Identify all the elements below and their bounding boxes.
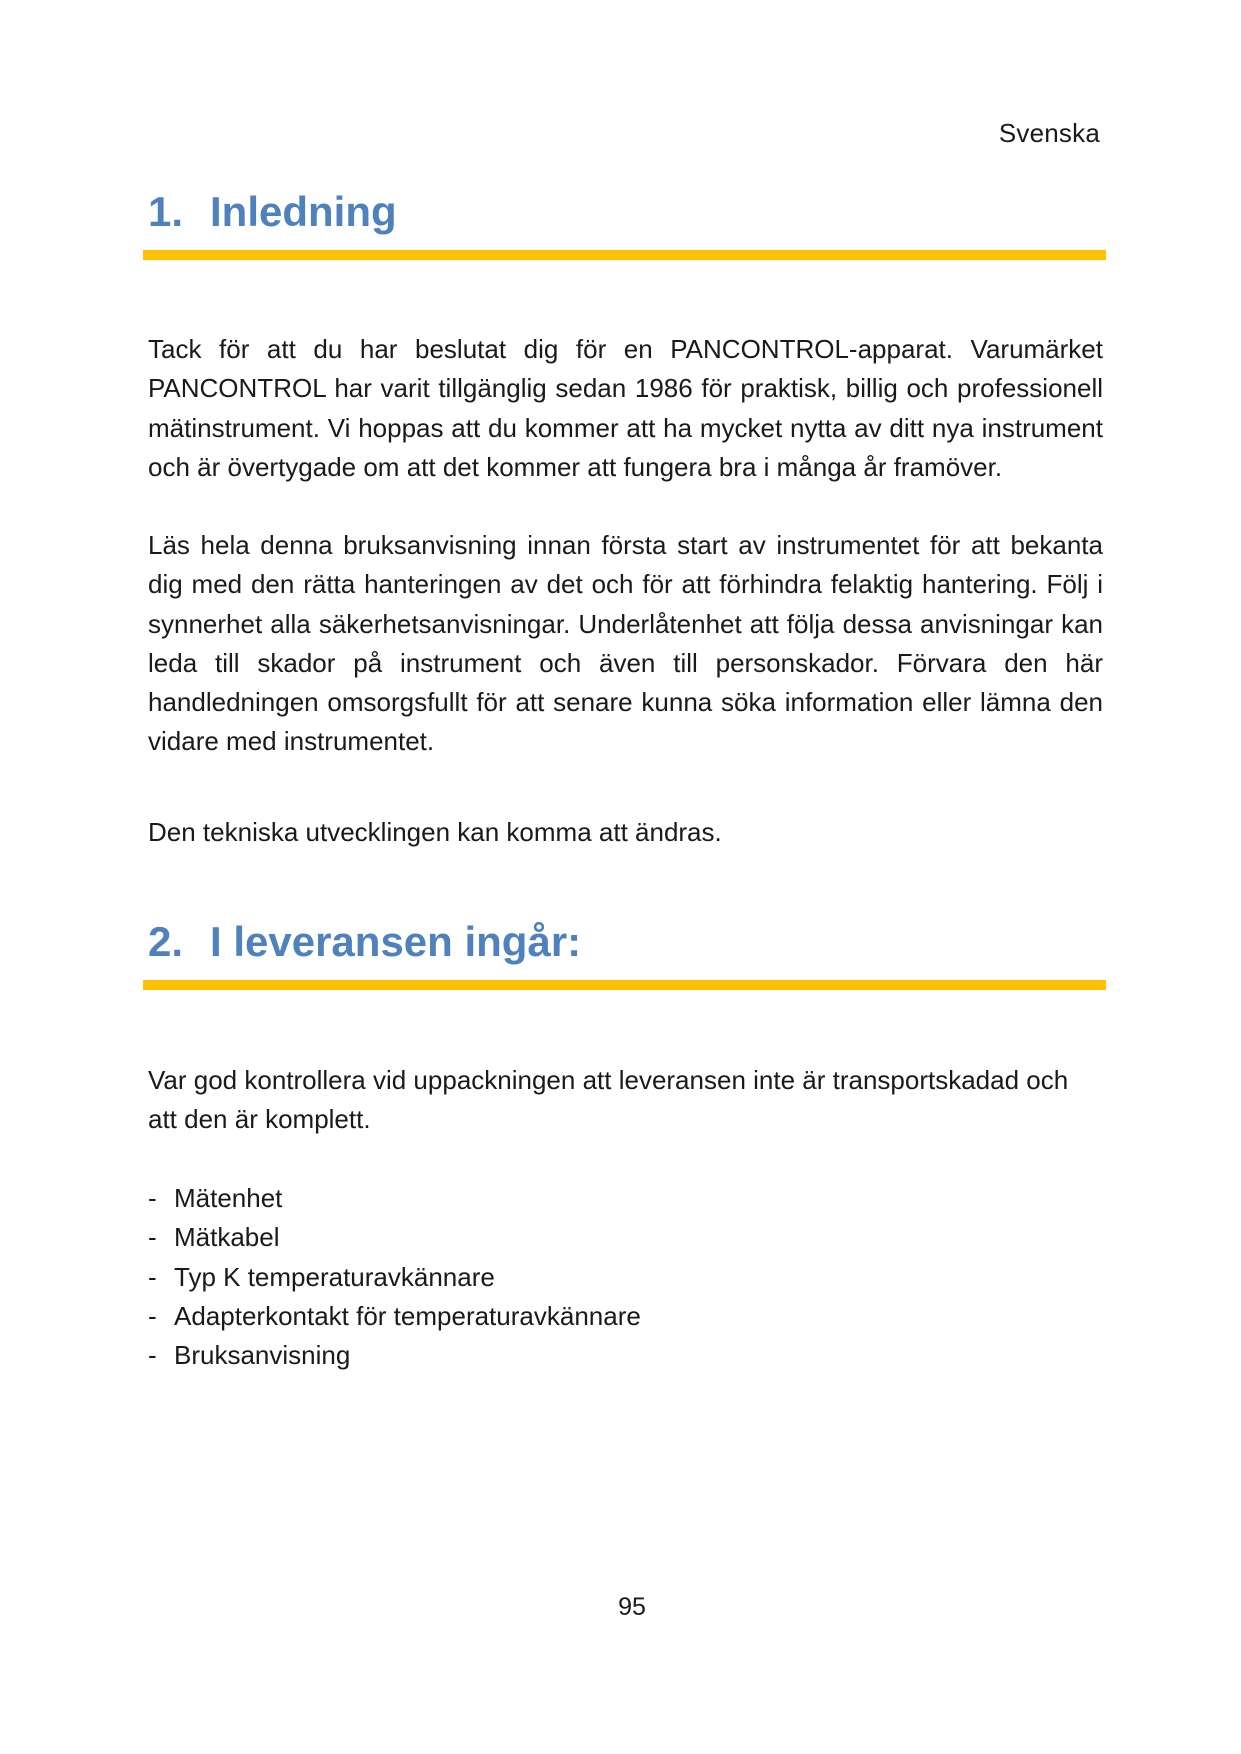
delivery-paragraph: Var god kontrollera vid uppackningen att leveransen inte är transportskadad och att den är komplett. bbox=[148, 1065, 1069, 1135]
section-number: 2. bbox=[148, 918, 184, 965]
delivery-items-list bbox=[148, 1179, 641, 1375]
section-title: Inledning bbox=[210, 188, 397, 235]
intro-paragraph-3: Den tekniska utvecklingen kan komma att ändras. bbox=[148, 817, 722, 847]
intro-paragraph-2: Läs hela denna bruksanvisning innan första start av instrumentet för att bekanta dig med den rätta hanteringen av det och för att förhindra felaktig hantering. Följ i synnerhet alla säkerhetsanvisningar. Underlåtenhet att följa dessa anvisningar kan leda till skador på instrument och även till personskador. Förvara den här handledningen omsorgsfullt för att senare kunna söka information eller lämna den vidare med instrumentet. bbox=[148, 530, 1103, 757]
list-item: - Mätenhet bbox=[148, 1183, 283, 1213]
section-title: I leveransen ingår: bbox=[210, 918, 582, 965]
list-item: - Mätkabel bbox=[148, 1222, 280, 1253]
section-number: 1. bbox=[148, 188, 184, 235]
list-item: - Typ K temperaturavkännare bbox=[148, 1261, 495, 1292]
section-heading-delivery bbox=[148, 918, 581, 966]
language-label: Svenska bbox=[998, 118, 1100, 148]
list-item: - Adapterkontakt för temperaturavkännare bbox=[148, 1300, 641, 1331]
page-number: 95 bbox=[618, 1593, 646, 1621]
section-heading-introduction bbox=[148, 188, 397, 236]
intro-paragraph-1: Tack för att du har beslutat dig för en PANCONTROL-apparat. Varumärket PANCONTROL har varit tillgänglig sedan 1986 för praktisk, billig och professionell mätinstrument. Vi hoppas att du kommer att ha mycket nytta av ditt nya instrument och är övertygade om att det kommer att fungera bra i många år framöver. bbox=[148, 334, 1103, 482]
list-item: - Bruksanvisning bbox=[148, 1340, 351, 1371]
heading-underline bbox=[143, 250, 1106, 260]
heading-underline bbox=[143, 980, 1106, 990]
